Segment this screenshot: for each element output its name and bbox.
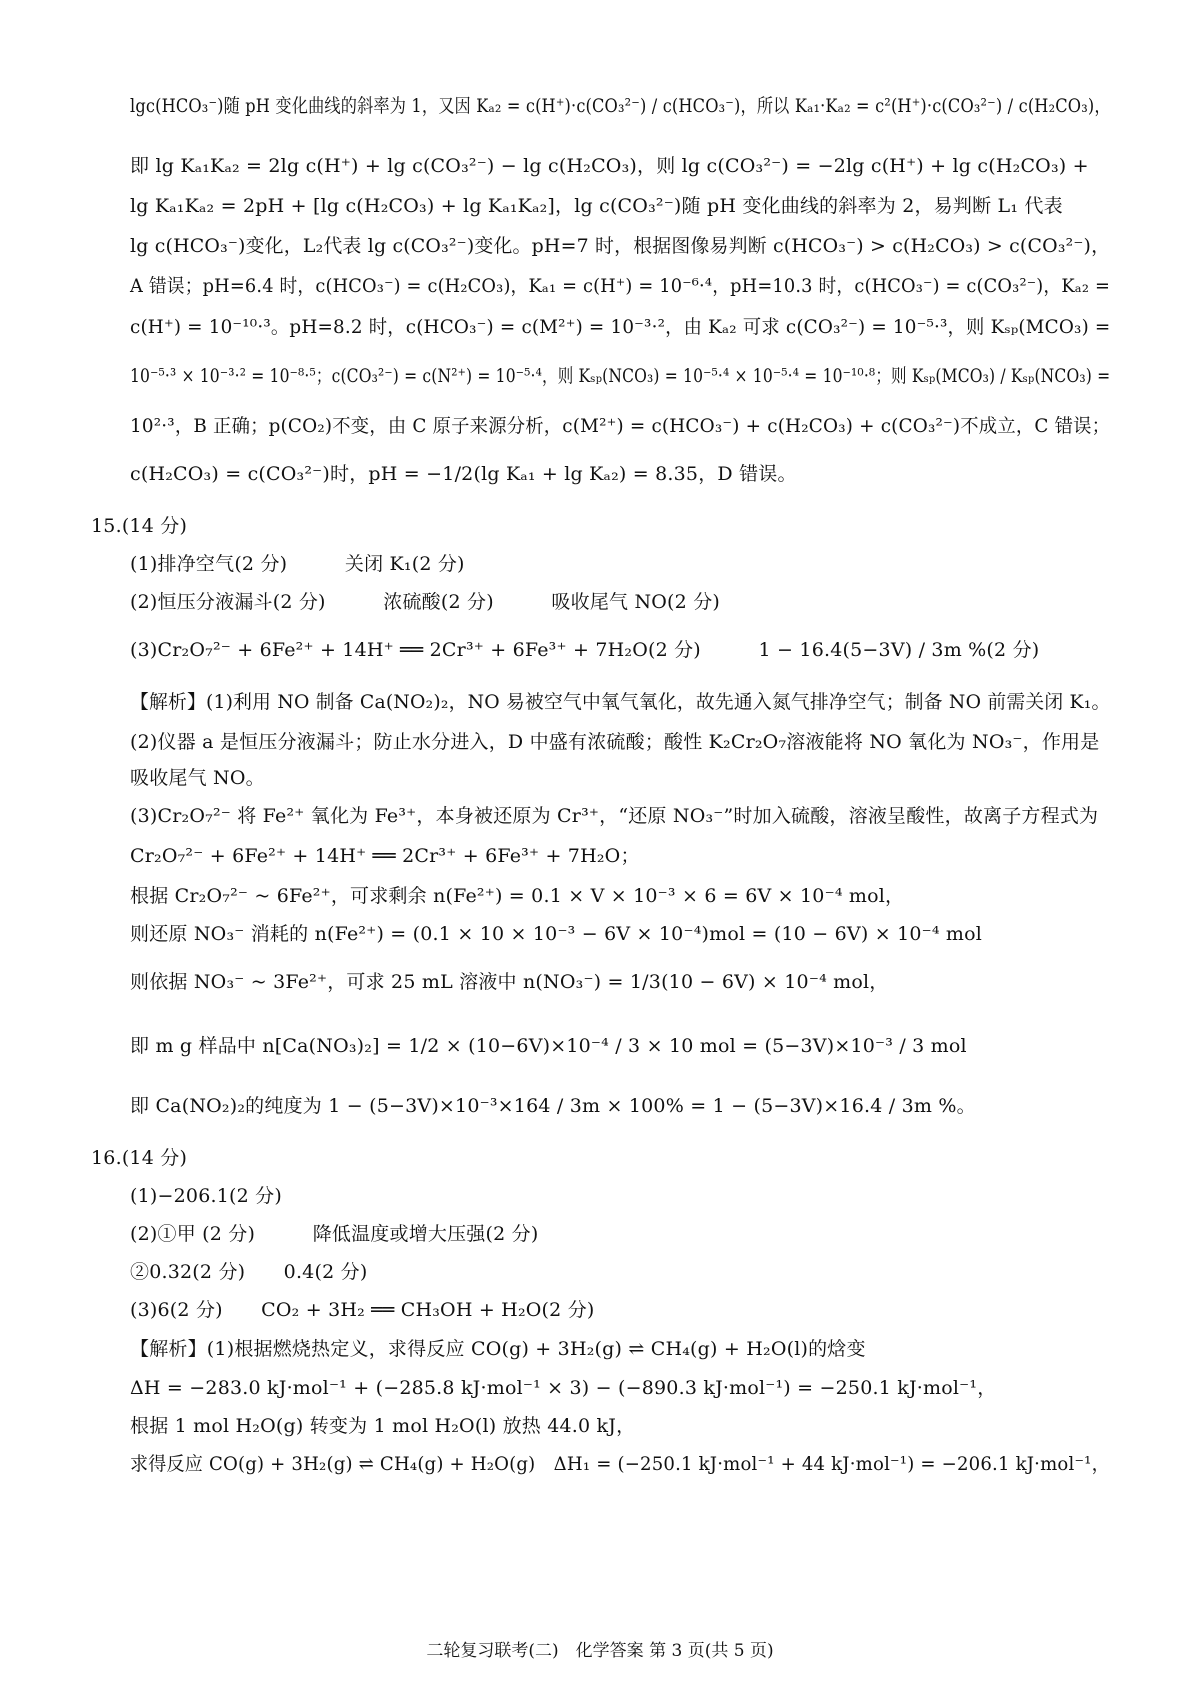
analysis-line: 吸收尾气 NO。: [130, 767, 265, 789]
equation-line: Cr₂O₇²⁻ + 6Fe²⁺ + 14H⁺ ══ 2Cr³⁺ + 6Fe³⁺ + 7H₂O；: [130, 845, 640, 867]
analysis-line: 求得反应 CO(g) + 3H₂(g) ⇌ CH₄(g) + H₂O(g) ΔH₁ = (−250.1 kJ·mol⁻¹ + 44 kJ·mol⁻¹) = −206.1 kJ·mol⁻¹，: [130, 1453, 1110, 1475]
answer-line: ②0.32(2 分) 0.4(2 分): [130, 1261, 368, 1283]
analysis-line: 即 Ca(NO₂)₂的纯度为 1 − (5−3V)×10⁻³×164 / 3m × 100% = 1 − (5−3V)×16.4 / 3m %。: [130, 1095, 976, 1117]
answer-line: (1)排净空气(2 分) 关闭 K₁(2 分): [130, 553, 465, 575]
text-line: lg Kₐ₁Kₐ₂ = 2pH + [lg c(H₂CO₃) + lg Kₐ₁Kₐ₂]，lg c(CO₃²⁻)随 pH 变化曲线的斜率为 2，易判断 L₁ 代表: [130, 195, 1063, 217]
analysis-line: 根据 1 mol H₂O(g) 转变为 1 mol H₂O(l) 放热 44.0 kJ，: [130, 1415, 636, 1437]
text-line: c(H⁺) = 10⁻¹⁰·³。pH=8.2 时，c(HCO₃⁻) = c(M²⁺) = 10⁻³·²，由 Kₐ₂ 可求 c(CO₃²⁻) = 10⁻⁵·³，则 Kₛₚ(MCO₃) =: [130, 316, 1111, 338]
analysis-line: 则还原 NO₃⁻ 消耗的 n(Fe²⁺) = (0.1 × 10 × 10⁻³ − 6V × 10⁻⁴)mol = (10 − 6V) × 10⁻⁴ mol: [130, 923, 983, 945]
text-line: c(H₂CO₃) = c(CO₃²⁻)时，pH = −1/2(lg Kₐ₁ + lg Kₐ₂) = 8.35，D 错误。: [130, 463, 797, 485]
question-number: 16.(14 分): [91, 1147, 188, 1169]
text-line: 即 lg Kₐ₁Kₐ₂ = 2lg c(H⁺) + lg c(CO₃²⁻) − lg c(H₂CO₃)，则 lg c(CO₃²⁻) = −2lg c(H⁺) + lg c(H₂CO₃) +: [130, 155, 1089, 177]
answer-line: (2)①甲 (2 分) 降低温度或增大压强(2 分): [130, 1223, 539, 1245]
analysis-line: 【解析】(1)根据燃烧热定义，求得反应 CO(g) + 3H₂(g) ⇌ CH₄(g) + H₂O(l)的焓变: [130, 1338, 866, 1360]
text-line: lg c(HCO₃⁻)变化，L₂代表 lg c(CO₃²⁻)变化。pH=7 时，根据图像易判断 c(HCO₃⁻) > c(H₂CO₃) > c(CO₃²⁻)，: [130, 235, 1111, 257]
analysis-line: (3)Cr₂O₇²⁻ 将 Fe²⁺ 氧化为 Fe³⁺，本身被还原为 Cr³⁺，“还原 NO₃⁻”时加入硫酸，溶液呈酸性，故离子方程式为: [130, 805, 1099, 827]
text-line: A 错误；pH=6.4 时，c(HCO₃⁻) = c(H₂CO₃)，Kₐ₁ = c(H⁺) = 10⁻⁶·⁴，pH=10.3 时，c(HCO₃⁻) = c(CO₃²⁻)，Kₐ₂ =: [130, 275, 1111, 297]
analysis-line: ΔH = −283.0 kJ·mol⁻¹ + (−285.8 kJ·mol⁻¹ × 3) − (−890.3 kJ·mol⁻¹) = −250.1 kJ·mol⁻¹，: [130, 1377, 997, 1399]
answer-line: (3)Cr₂O₇²⁻ + 6Fe²⁺ + 14H⁺ ══ 2Cr³⁺ + 6Fe³⁺ + 7H₂O(2 分) 1 − 16.4(5−3V) / 3m %(2 分): [130, 639, 1040, 661]
answer-line: (3)6(2 分) CO₂ + 3H₂ ══ CH₃OH + H₂O(2 分): [130, 1299, 595, 1321]
analysis-line: 即 m g 样品中 n[Ca(NO₃)₂] = 1/2 × (10−6V)×10⁻⁴ / 3 × 10 mol = (5−3V)×10⁻³ / 3 mol: [130, 1035, 967, 1057]
analysis-line: 【解析】(1)利用 NO 制备 Ca(NO₂)₂，NO 易被空气中氧气氧化，故先通入氮气排净空气；制备 NO 前需关闭 K₁。: [130, 691, 1111, 713]
text-line: 10²·³，B 正确；p(CO₂)不变，由 C 原子来源分析，c(M²⁺) = c(HCO₃⁻) + c(H₂CO₃) + c(CO₃²⁻)不成立，C 错误；: [130, 415, 1111, 437]
text-line: lgc(HCO₃⁻)随 pH 变化曲线的斜率为 1，又因 Kₐ₂ = c(H⁺)·c(CO₃²⁻) / c(HCO₃⁻)，所以 Kₐ₁·Kₐ₂ = c²(H⁺)·c(CO₃²⁻) / c(H₂CO₃)，: [130, 95, 1111, 117]
answer-line: (2)恒压分液漏斗(2 分) 浓硫酸(2 分) 吸收尾气 NO(2 分): [130, 591, 721, 613]
question-number: 15.(14 分): [91, 515, 188, 537]
analysis-line: (2)仪器 a 是恒压分液漏斗；防止水分进入，D 中盛有浓硫酸；酸性 K₂Cr₂O₇溶液能将 NO 氧化为 NO₃⁻，作用是: [130, 731, 1100, 753]
page-footer: 二轮复习联考(二) 化学答案 第 3 页(共 5 页): [426, 1641, 774, 1661]
analysis-line: 则依据 NO₃⁻ ~ 3Fe²⁺，可求 25 mL 溶液中 n(NO₃⁻) = 1/3(10 − 6V) × 10⁻⁴ mol，: [130, 971, 889, 993]
analysis-line: 根据 Cr₂O₇²⁻ ~ 6Fe²⁺，可求剩余 n(Fe²⁺) = 0.1 × V × 10⁻³ × 6 = 6V × 10⁻⁴ mol，: [130, 885, 905, 907]
answer-line: (1)−206.1(2 分): [130, 1185, 282, 1207]
text-line: 10⁻⁵·³ × 10⁻³·² = 10⁻⁸·⁵；c(CO₃²⁻) = c(N²⁺) = 10⁻⁵·⁴，则 Kₛₚ(NCO₃) = 10⁻⁵·⁴ × 10⁻⁵·⁴ = 10⁻¹⁰·⁸；则 Kₛₚ(MCO₃) / Kₛₚ(NCO₃) =: [130, 365, 1111, 387]
